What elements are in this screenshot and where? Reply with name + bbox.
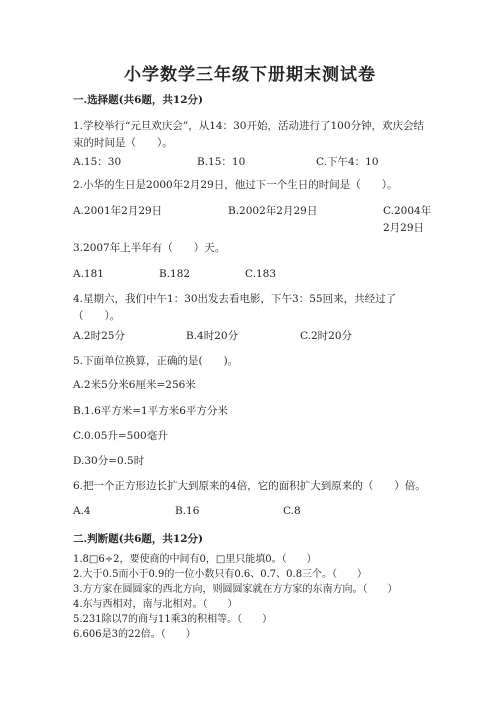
true-false-item: 2.大于0.5而小于0.9的一位小数只有0.6、0.7、0.8三个。（ ）: [73, 569, 368, 580]
question-5-option-c: [73, 428, 433, 445]
true-false-list: [73, 552, 433, 642]
true-false-item: 5.231除以7的商与11乘3的积相等。（ ）: [73, 614, 273, 625]
question-4-options: [73, 328, 433, 345]
option-c: C.8: [283, 505, 301, 517]
option-d: D.30分=0.5时: [73, 455, 145, 467]
question-6: 6.把一个正方形边长扩大到原来的4倍，它的面积扩大到原来的（ ）倍。: [73, 480, 426, 492]
true-false-item: 6.606是3的22倍。（ ）: [73, 629, 196, 640]
option-b: B.1.6平方米=1平方米6平方分米: [73, 405, 228, 417]
question-5-option-a: [73, 377, 433, 394]
option-c: C.2时20分: [300, 330, 353, 342]
true-false-item: 1.8□6÷2，要使商的中间有0，□里只能填0。（ ）: [73, 554, 317, 565]
question-1-options: [73, 154, 433, 171]
question-5-option-d: [73, 453, 433, 470]
question-2-options: [73, 203, 433, 234]
option-a: A.181: [73, 268, 104, 280]
option-b: B.182: [159, 268, 191, 280]
option-b: B.15：10: [197, 156, 246, 168]
option-b: B.16: [175, 505, 200, 517]
option-a: A.2001年2月29日: [73, 205, 163, 217]
option-a: A.2米5分米6厘米=256米: [73, 379, 196, 391]
true-false-item: 4.东与西相对，南与北相对。（ ）: [73, 599, 238, 610]
option-b: B.4时20分: [186, 330, 239, 342]
option-b: B.2002年2月29日: [228, 205, 318, 217]
section-heading-true-false: 二.判断题(共6题，共12分): [73, 533, 204, 545]
option-a: A.4: [73, 505, 91, 517]
true-false-item: 3.方方家在圆圆家的西北方向，则圆圆家就在方方家的东南方向。（ ）: [73, 584, 398, 595]
question-3: 3.2007年上半年有（ ）天。: [73, 242, 226, 254]
page-title: 小学数学三年级下册期末测试卷: [124, 65, 376, 85]
option-c: C.0.05升=500毫升: [73, 430, 168, 442]
option-c: C.2004年2月29日: [383, 205, 432, 234]
option-c: C.下午4：10: [316, 156, 379, 168]
question-6-options: [73, 503, 433, 520]
option-a: A.2时25分: [73, 330, 125, 342]
section-heading-choice: 一.选择题(共6题，共12分): [73, 94, 204, 106]
question-5: 5.下面单位换算，正确的是( )。: [73, 355, 239, 367]
option-a: A.15：30: [73, 156, 122, 168]
question-5-option-b: [73, 403, 433, 420]
question-2: 2.小华的生日是2000年2月29日，他过下一个生日的时间是（ ）。: [73, 179, 398, 191]
question-3-options: [73, 266, 433, 283]
question-1: 1.学校举行“元旦欢庆会”，从14：30开始，活动进行了100分钟，欢庆会结束的时间是（ ）。: [73, 120, 425, 149]
option-c: C.183: [245, 268, 277, 280]
question-4: 4.星期六，我们中午1：30出发去看电影，下午3：55回来，共经过了（ ）。: [73, 293, 397, 322]
